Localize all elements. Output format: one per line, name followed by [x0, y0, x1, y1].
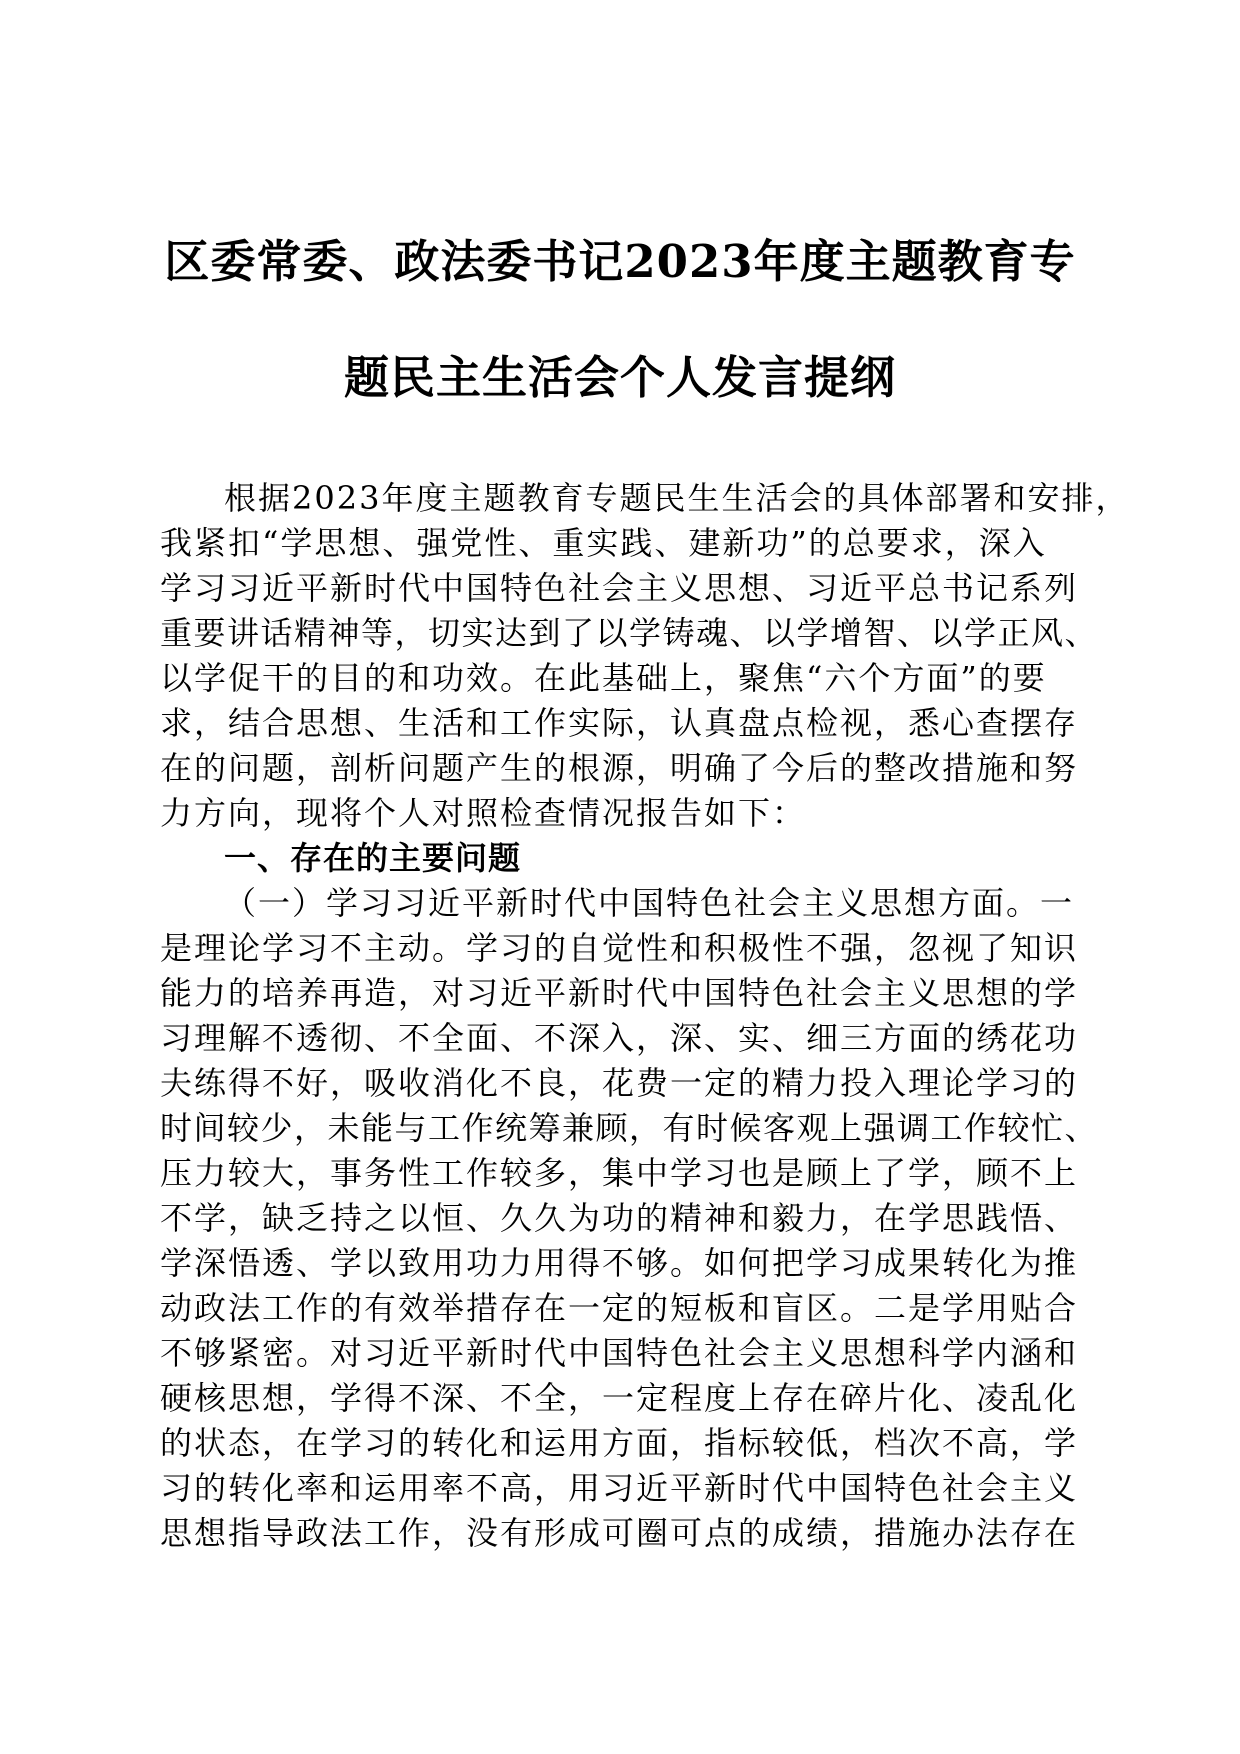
document-title-line-2: 题民主生活会个人发言提纲 [343, 351, 896, 404]
section-heading: 一、存在的主要问题 [224, 839, 522, 877]
body-line: 是理论学习不主动。学习的自觉性和积极性不强，忽视了知识 [160, 929, 1079, 967]
body-line: 硬核思想，学得不深、不全，一定程度上存在碎片化、凌乱化 [160, 1379, 1079, 1417]
body-line: 习理解不透彻、不全面、不深入，深、实、细三方面的绣花功 [160, 1019, 1079, 1057]
body-line: 力方向，现将个人对照检查情况报告如下： [160, 794, 807, 832]
body-line: 根据2023年度主题教育专题民生生活会的具体部署和安排， [224, 479, 1130, 517]
body-line: 我紧扣“学思想、强党性、重实践、建新功”的总要求，深入 [160, 524, 1047, 562]
body-line: 的状态，在学习的转化和运用方面，指标较低，档次不高，学 [160, 1424, 1079, 1462]
body-line: 学习习近平新时代中国特色社会主义思想、习近平总书记系列 [160, 569, 1079, 607]
body-line: 在的问题，剖析问题产生的根源，明确了今后的整改措施和努 [160, 749, 1079, 787]
body-line: 重要讲话精神等，切实达到了以学铸魂、以学增智、以学正风、 [160, 614, 1099, 652]
body-line: 不学，缺乏持之以恒、久久为功的精神和毅力，在学思践悟、 [160, 1199, 1079, 1237]
body-line: 以学促干的目的和功效。在此基础上，聚焦“六个方面”的要 [160, 659, 1047, 697]
document-title-line-1: 区委常委、政法委书记2023年度主题教育专 [164, 235, 1076, 288]
body-line: 动政法工作的有效举措存在一定的短板和盲区。二是学用贴合 [160, 1289, 1079, 1327]
body-line: 夫练得不好，吸收消化不良，花费一定的精力投入理论学习的 [160, 1064, 1079, 1102]
body-line: 思想指导政法工作，没有形成可圈可点的成绩，措施办法存在 [160, 1514, 1079, 1552]
body-line: 不够紧密。对习近平新时代中国特色社会主义思想科学内涵和 [160, 1334, 1079, 1372]
body-line: 时间较少，未能与工作统筹兼顾，有时候客观上强调工作较忙、 [160, 1109, 1099, 1147]
body-line: 能力的培养再造，对习近平新时代中国特色社会主义思想的学 [160, 974, 1079, 1012]
body-line: 压力较大，事务性工作较多，集中学习也是顾上了学，顾不上 [160, 1154, 1079, 1192]
body-line: 习的转化率和运用率不高，用习近平新时代中国特色社会主义 [160, 1469, 1079, 1507]
subsection-heading: （一）学习习近平新时代中国特色社会主义思想方面。一 [224, 884, 1075, 922]
body-line: 求，结合思想、生活和工作实际，认真盘点检视，悉心查摆存 [160, 704, 1079, 742]
body-line: 学深悟透、学以致用功力用得不够。如何把学习成果转化为推 [160, 1244, 1079, 1282]
